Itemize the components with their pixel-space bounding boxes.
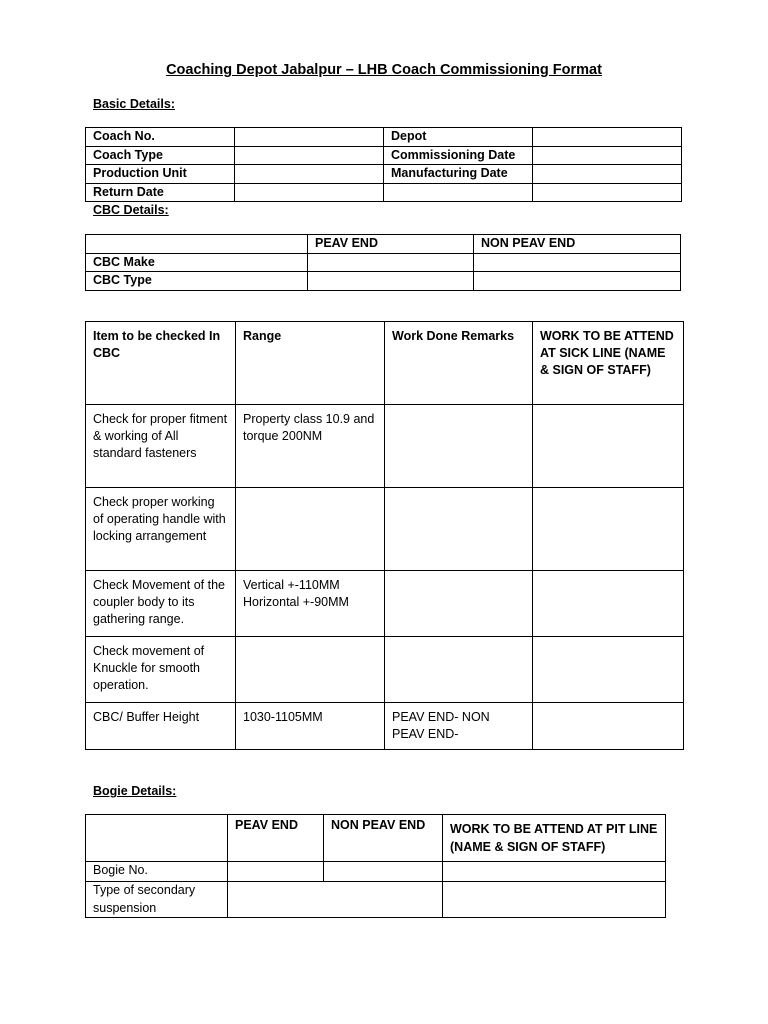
check-item: Check Movement of the coupler body to its gathering range. [86,571,236,637]
header-cell-non-peav-end: NON PEAV END [474,235,681,254]
coach-no-field[interactable] [235,128,384,147]
check-work-field[interactable] [533,637,684,703]
check-remarks-field[interactable]: PEAV END- NON PEAV END- [385,703,533,750]
cbc-make-peav-field[interactable] [308,253,474,272]
commissioning-date-field[interactable] [533,146,682,165]
commissioning-date-label: Commissioning Date [384,146,533,165]
check-work-field[interactable] [533,488,684,571]
table-row [86,703,684,750]
check-remarks-field[interactable] [385,637,533,703]
check-range [236,488,385,571]
check-work-field[interactable] [533,703,684,750]
manufacturing-date-label: Manufacturing Date [384,165,533,184]
table-row [86,165,682,184]
bogie-no-peav-field[interactable] [228,862,324,882]
secondary-suspension-work-field[interactable] [443,882,666,918]
check-work-field[interactable] [533,571,684,637]
bogie-details-heading: Bogie Details: [93,784,177,798]
check-range: Vertical +-110MM Horizontal +-90MM [236,571,385,637]
coach-type-field[interactable] [235,146,384,165]
basic-details-table [85,127,682,202]
check-item: Check proper working of operating handle with locking arrangement [86,488,236,571]
bogie-no-work-field[interactable] [443,862,666,882]
return-date-label: Return Date [86,183,235,202]
check-remarks-field[interactable] [385,405,533,488]
check-remarks-field[interactable] [385,571,533,637]
header-cell-remarks: Work Done Remarks [385,322,533,405]
check-work-field[interactable] [533,405,684,488]
header-cell-peav-end: PEAV END [228,815,324,862]
depot-field[interactable] [533,128,682,147]
table-row [86,235,681,254]
header-cell-empty [86,235,308,254]
production-unit-field[interactable] [235,165,384,184]
header-cell-range: Range [236,322,385,405]
check-item: CBC/ Buffer Height [86,703,236,750]
table-row [86,882,666,918]
check-item: Check movement of Knuckle for smooth operation. [86,637,236,703]
header-cell-non-peav-end: NON PEAV END [324,815,443,862]
page-title: Coaching Depot Jabalpur – LHB Coach Commissioning Format [166,62,602,78]
table-row [86,183,682,202]
cbc-make-label: CBC Make [86,253,308,272]
header-cell-empty [86,815,228,862]
header-cell-work-pit-line: WORK TO BE ATTEND AT PIT LINE (NAME & SIGN OF STAFF) [443,815,666,862]
header-cell-peav-end: PEAV END [308,235,474,254]
check-item: Check for proper fitment & working of All standard fasteners [86,405,236,488]
table-row [86,253,681,272]
manufacturing-date-field[interactable] [533,165,682,184]
table-row [86,146,682,165]
empty-cell [533,183,682,202]
table-row [86,571,684,637]
cbc-check-table [85,321,684,750]
header-cell-item: Item to be checked In CBC [86,322,236,405]
production-unit-label: Production Unit [86,165,235,184]
cbc-make-non-peav-field[interactable] [474,253,681,272]
check-remarks-field[interactable] [385,488,533,571]
bogie-details-table [85,814,666,918]
return-date-field[interactable] [235,183,384,202]
cbc-type-label: CBC Type [86,272,308,291]
table-row [86,637,684,703]
cbc-type-peav-field[interactable] [308,272,474,291]
table-row [86,862,666,882]
table-row [86,272,681,291]
bogie-no-label: Bogie No. [86,862,228,882]
cbc-details-table [85,234,681,291]
table-row [86,405,684,488]
coach-type-label: Coach Type [86,146,235,165]
check-range: 1030-1105MM [236,703,385,750]
cbc-type-non-peav-field[interactable] [474,272,681,291]
table-row [86,322,684,405]
check-range: Property class 10.9 and torque 200NM [236,405,385,488]
bogie-no-non-peav-field[interactable] [324,862,443,882]
empty-cell [384,183,533,202]
table-row [86,815,666,862]
table-row [86,128,682,147]
basic-details-heading: Basic Details: [93,97,175,111]
depot-label: Depot [384,128,533,147]
table-row [86,488,684,571]
coach-no-label: Coach No. [86,128,235,147]
check-range [236,637,385,703]
cbc-details-heading: CBC Details: [93,203,169,217]
secondary-suspension-field[interactable] [228,882,443,918]
secondary-suspension-label: Type of secondary suspension [86,882,228,918]
header-cell-work: WORK TO BE ATTEND AT SICK LINE (NAME & SIGN OF STAFF) [533,322,684,405]
